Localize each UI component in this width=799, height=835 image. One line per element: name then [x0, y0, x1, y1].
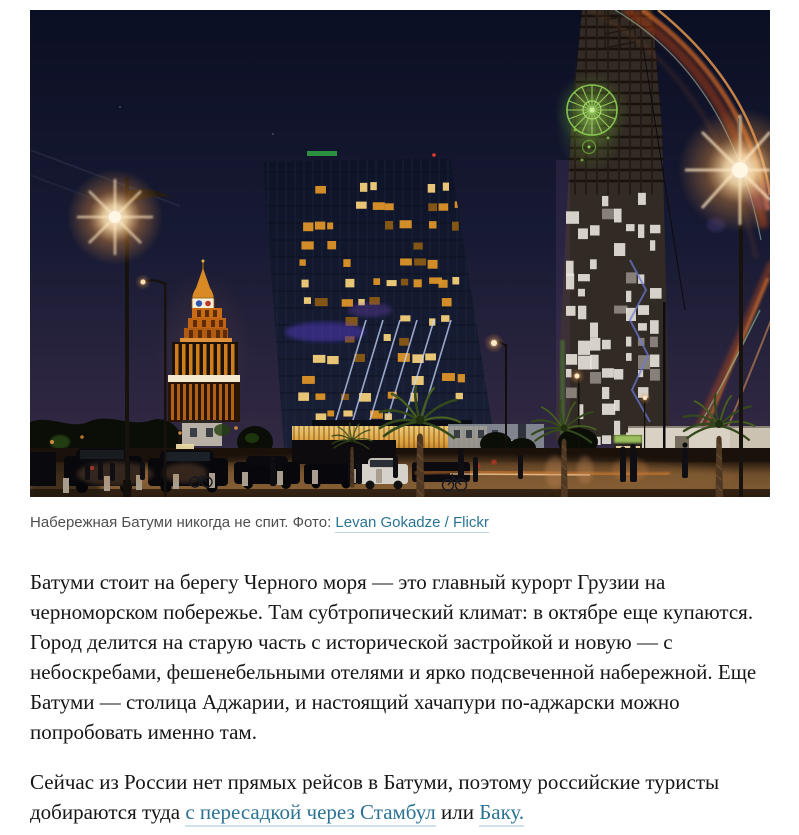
article-body	[30, 567, 771, 827]
caption-text: Набережная Батуми никогда не спит. Фото:	[30, 514, 336, 531]
article-photo	[30, 10, 770, 497]
inline-link[interactable]: Баку.	[479, 800, 524, 827]
article-paragraph: Батуми стоит на берегу Черного моря — это главный курорт Грузии на черноморском побережье. Там субтропический климат: в октябре еще купаются. Город делится на старую часть с исторической застройкой и новую — с небоскребами, фешенебельными отелями и ярко подсвеченной набережной. Еще Батуми — столица Аджарии, и настоящий хачапури по-аджарски можно попробовать именно там.	[30, 570, 757, 744]
photo-credit-link[interactable]: Levan Gokadze / Flickr	[335, 514, 489, 531]
inline-link[interactable]: с пересадкой через Стамбул	[185, 800, 435, 827]
taxi-sign	[176, 444, 194, 449]
article-paragraph: Сейчас из России нет прямых рейсов в Батуми, поэтому российские туристы добираются туда с пересадкой через Стамбул или Баку.	[30, 767, 771, 827]
photo-caption	[30, 512, 770, 534]
batumi-night-photo	[30, 10, 770, 497]
